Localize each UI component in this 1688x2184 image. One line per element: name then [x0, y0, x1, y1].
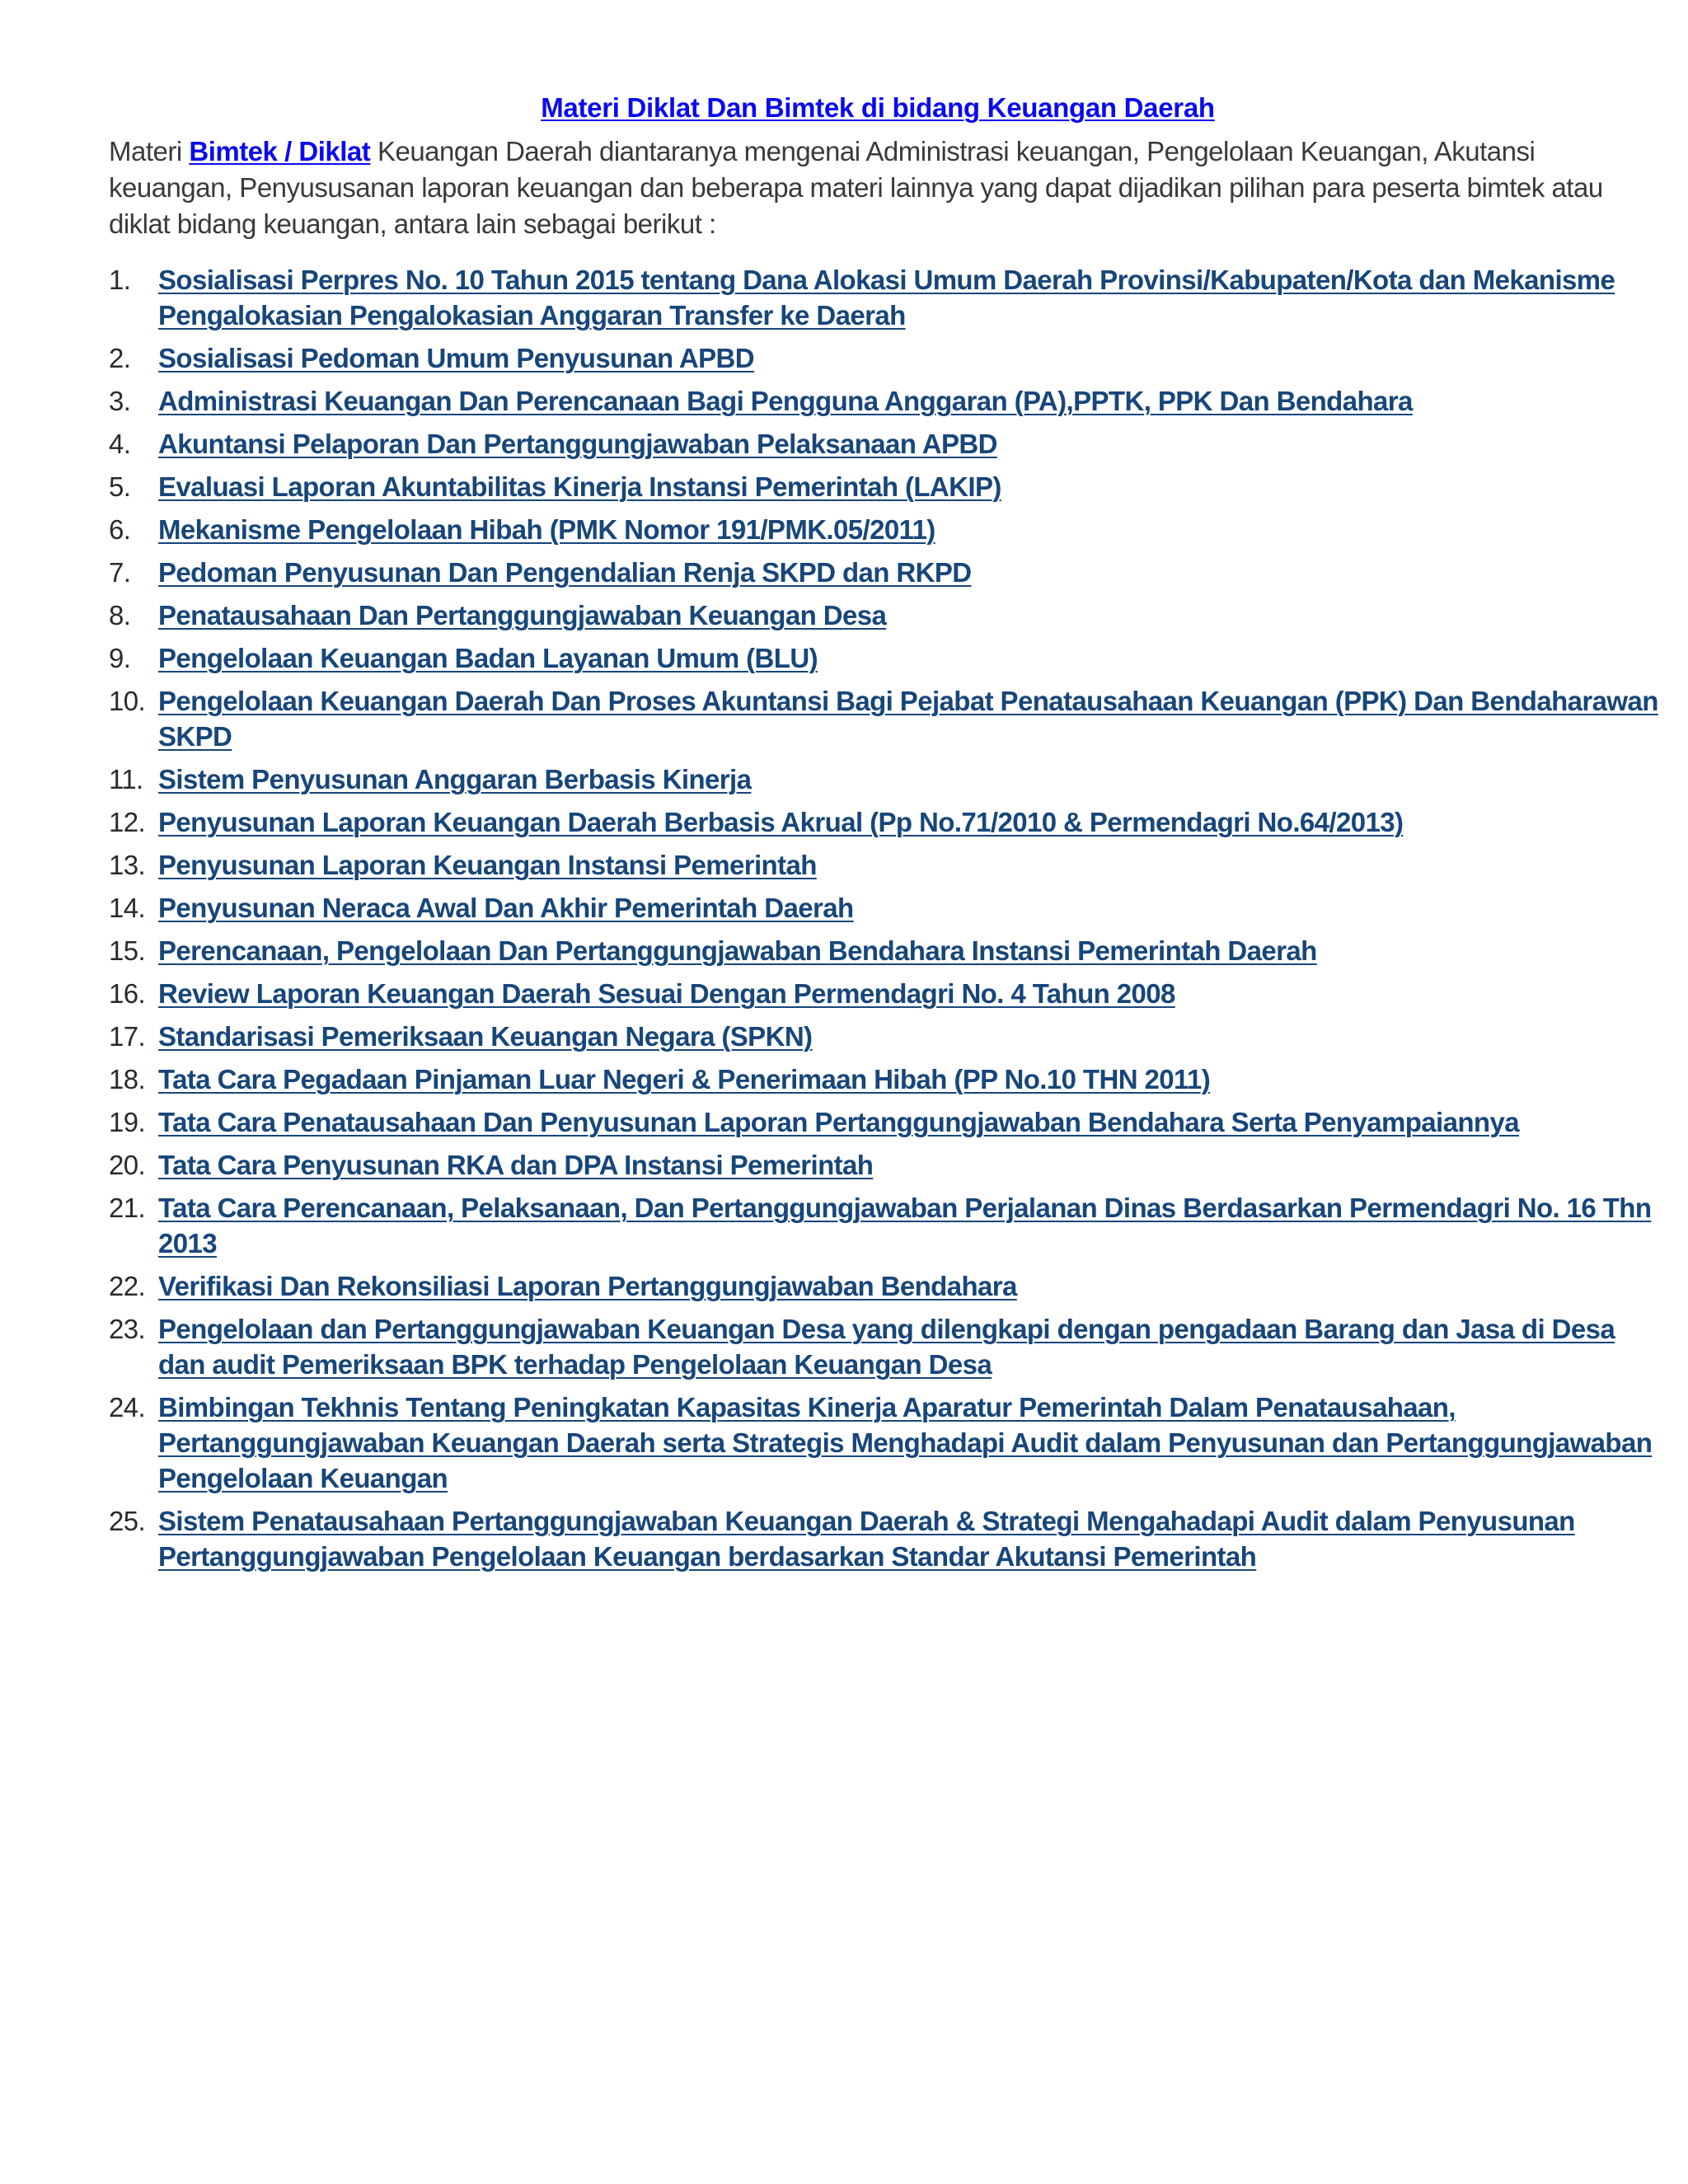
list-item-number: 17. [109, 1021, 146, 1052]
list-item-number: 25. [109, 1506, 146, 1536]
list-item-link[interactable]: Tata Cara Pegadaan Pinjaman Luar Negeri & Penerimaan Hibah (PP No.10 THN 2011) [158, 1064, 1211, 1094]
list-item-number: 9. [109, 643, 131, 673]
list-item [109, 1503, 1658, 1574]
intro-prefix: Materi [109, 136, 190, 166]
list-item [109, 262, 1658, 333]
list-item-link[interactable]: Mekanisme Pengelolaan Hibah (PMK Nomor 191/PMK.05/2011) [158, 514, 935, 545]
bimtek-diklat-link[interactable]: Bimtek / Diklat [189, 136, 371, 166]
list-item-number: 24. [109, 1392, 146, 1422]
list-item-number: 5. [109, 471, 131, 502]
list-item-number: 14. [109, 893, 146, 923]
list-item-link[interactable]: Pedoman Penyusunan Dan Pengendalian Renja SKPD dan RKPD [158, 557, 972, 588]
list-item [109, 640, 1658, 676]
list-item-link[interactable]: Penyusunan Laporan Keuangan Instansi Pemerintah [158, 850, 817, 880]
list-item-link[interactable]: Standarisasi Pemeriksaan Keuangan Negara (SPKN) [158, 1021, 813, 1052]
list-item-link[interactable]: Penyusunan Laporan Keuangan Daerah Berbasis Akrual (Pp No.71/2010 & Permendagri No.64/2013) [158, 807, 1404, 837]
list-item-number: 1. [109, 265, 131, 295]
list-item [109, 383, 1658, 419]
list-item-link[interactable]: Tata Cara Perencanaan, Pelaksanaan, Dan Pertanggungjawaban Perjalanan Dinas Berdasarkan Permendagri No. 16 Thn 2013 [158, 1193, 1652, 1258]
list-item-number: 13. [109, 850, 146, 880]
topic-list [109, 262, 1658, 1582]
list-item [109, 1190, 1658, 1261]
list-item-link[interactable]: Evaluasi Laporan Akuntabilitas Kinerja Instansi Pemerintah (LAKIP) [158, 471, 1001, 502]
list-item [109, 598, 1658, 633]
list-item [109, 762, 1658, 797]
list-item-number: 2. [109, 343, 131, 373]
list-item [109, 1268, 1658, 1304]
list-item [109, 340, 1658, 376]
list-item-number: 7. [109, 557, 131, 588]
list-item [109, 1062, 1658, 1097]
list-item-link[interactable]: Tata Cara Penatausahaan Dan Penyusunan Laporan Pertanggungjawaban Bendahara Serta Penyampaiannya [158, 1107, 1519, 1137]
list-item-number: 8. [109, 600, 131, 630]
list-item-link[interactable]: Review Laporan Keuangan Daerah Sesuai Dengan Permendagri No. 4 Tahun 2008 [158, 978, 1175, 1009]
intro-suffix: Keuangan Daerah diantaranya mengenai Administrasi keuangan, Pengelolaan Keuangan, Akutansi keuangan, Penyususanan laporan keuangan dan beberapa materi lainnya yang dapat dijadikan pilihan para peserta bimtek atau diklat bidang keuangan, antara lain sebagai berikut : [109, 136, 1603, 239]
list-item-number: 3. [109, 386, 131, 416]
list-item [109, 1019, 1658, 1054]
list-item-number: 11. [109, 764, 143, 794]
list-item [109, 1311, 1658, 1382]
list-item [109, 469, 1658, 504]
list-item-link[interactable]: Administrasi Keuangan Dan Perencanaan Bagi Pengguna Anggaran (PA),PPTK, PPK Dan Bendahara [158, 386, 1413, 416]
list-item-number: 21. [109, 1193, 146, 1223]
list-item [109, 555, 1658, 590]
list-item [109, 426, 1658, 462]
list-item-link[interactable]: Pengelolaan dan Pertanggungjawaban Keuangan Desa yang dilengkapi dengan pengadaan Barang dan Jasa di Desa dan audit Pemeriksaan BPK terhadap Pengelolaan Keuangan Desa [158, 1314, 1615, 1380]
list-item-link[interactable]: Pengelolaan Keuangan Badan Layanan Umum (BLU) [158, 643, 818, 673]
list-item-link[interactable]: Tata Cara Penyusunan RKA dan DPA Instansi Pemerintah [158, 1150, 874, 1180]
list-item-link[interactable]: Akuntansi Pelaporan Dan Pertanggungjawaban Pelaksanaan APBD [158, 429, 997, 459]
list-item-link[interactable]: Sosialisasi Perpres No. 10 Tahun 2015 tentang Dana Alokasi Umum Daerah Provinsi/Kabupaten/Kota dan Mekanisme Pengalokasian Pengalokasian Anggaran Transfer ke Daerah [158, 265, 1615, 330]
list-item [109, 933, 1658, 968]
list-item [109, 683, 1658, 754]
list-item-link[interactable]: Sistem Penyusunan Anggaran Berbasis Kinerja [158, 764, 752, 794]
list-item-number: 19. [109, 1107, 146, 1137]
list-item [109, 976, 1658, 1011]
list-item-number: 6. [109, 514, 131, 545]
page-title [0, 89, 1688, 127]
list-item-link[interactable]: Verifikasi Dan Rekonsiliasi Laporan Pertanggungjawaban Bendahara [158, 1271, 1017, 1301]
list-item [109, 890, 1658, 926]
list-item-link[interactable]: Sosialisasi Pedoman Umum Penyusunan APBD [158, 343, 754, 373]
list-item [109, 1390, 1658, 1496]
title-link[interactable]: Materi Diklat Dan Bimtek di bidang Keuangan Daerah [541, 92, 1215, 123]
list-item-number: 18. [109, 1064, 146, 1094]
list-item-link[interactable]: Penatausahaan Dan Pertanggungjawaban Keuangan Desa [158, 600, 887, 630]
list-item-number: 20. [109, 1150, 146, 1180]
intro-paragraph [109, 134, 1617, 242]
list-item-number: 22. [109, 1271, 146, 1301]
list-item [109, 1104, 1658, 1140]
list-item-number: 23. [109, 1314, 146, 1344]
list-item-link[interactable]: Penyusunan Neraca Awal Dan Akhir Pemerintah Daerah [158, 893, 854, 923]
list-item [109, 804, 1658, 840]
list-item-number: 15. [109, 935, 146, 966]
list-item-link[interactable]: Sistem Penatausahaan Pertanggungjawaban Keuangan Daerah & Strategi Mengahadapi Audit dalam Penyusunan Pertanggungjawaban Pengelolaan Keuangan berdasarkan Standar Akutansi Pemerintah [158, 1506, 1575, 1572]
list-item [109, 1147, 1658, 1183]
list-item-number: 12. [109, 807, 146, 837]
list-item-link[interactable]: Pengelolaan Keuangan Daerah Dan Proses Akuntansi Bagi Pejabat Penatausahaan Keuangan (PPK) Dan Bendaharawan SKPD [158, 686, 1658, 752]
list-item-link[interactable]: Bimbingan Tekhnis Tentang Peningkatan Kapasitas Kinerja Aparatur Pemerintah Dalam Penatausahaan, Pertanggungjawaban Keuangan Daerah serta Strategis Menghadapi Audit dalam Penyusunan dan Pertanggungjawaban Pengelolaan Keuangan [158, 1392, 1653, 1493]
list-item-number: 16. [109, 978, 146, 1009]
list-item [109, 847, 1658, 883]
list-item-number: 10. [109, 686, 146, 716]
list-item-link[interactable]: Perencanaan, Pengelolaan Dan Pertanggungjawaban Bendahara Instansi Pemerintah Daerah [158, 935, 1317, 966]
list-item [109, 512, 1658, 547]
list-item-number: 4. [109, 429, 131, 459]
